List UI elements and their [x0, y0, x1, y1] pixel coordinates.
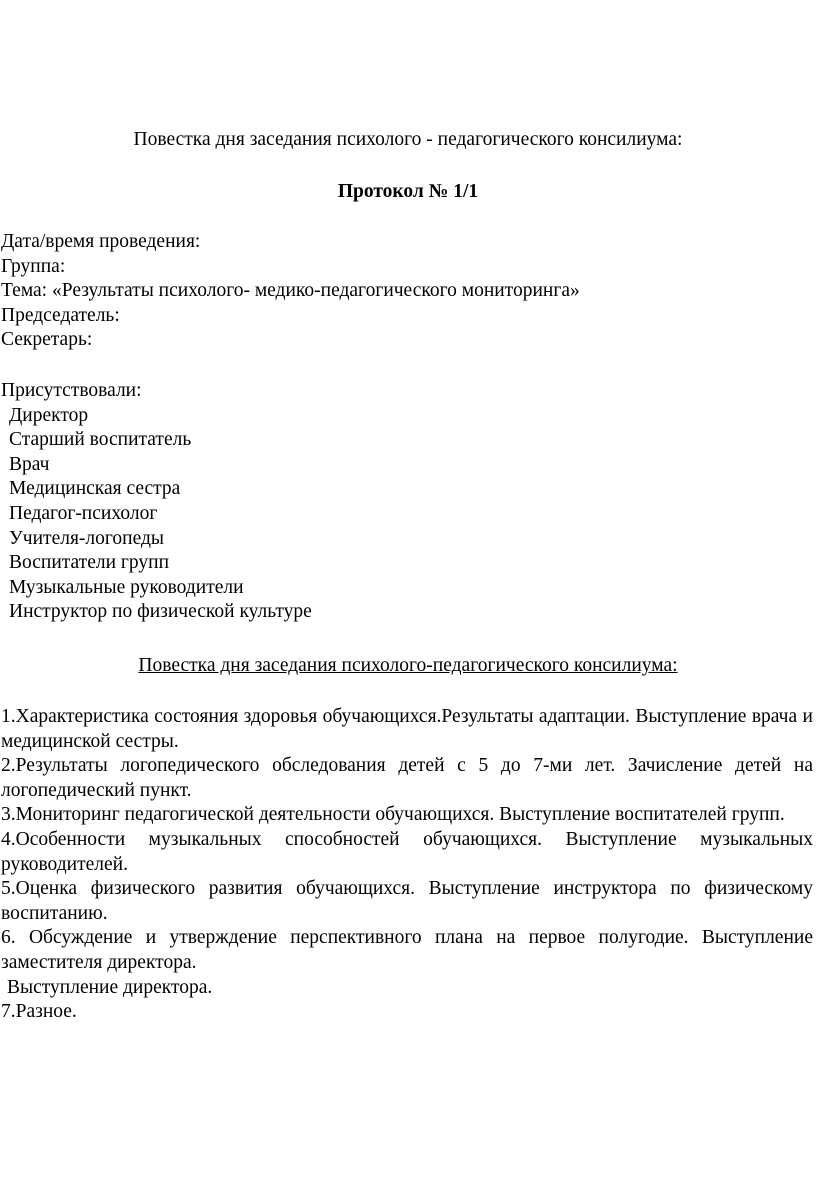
attendee-item: Педагог-психолог	[9, 502, 158, 524]
attendee-item: Медицинская сестра	[9, 478, 181, 500]
chair-field: Председатель:	[1, 304, 120, 326]
attendee-item: Директор	[9, 404, 89, 426]
agenda-item: 5.Оценка физического развития обучающихся. Выступление инструктора по физическому воспитанию.	[1, 878, 813, 924]
agenda-item: 7.Разное.	[1, 1001, 77, 1023]
agenda-item: 1.Характеристика состояния здоровья обучающихся.Результаты адаптации. Выступление врача и медицинской сестры.	[1, 706, 813, 752]
attendee-item: Инструктор по физической культуре	[9, 601, 312, 623]
agenda-heading: Повестка дня заседания психолого-педагогического консилиума:	[138, 655, 678, 676]
agenda-item: 4.Особенности музыкальных способностей обучающихся. Выступление музыкальных руководителей.	[1, 828, 813, 875]
agenda-item: 6. Обсуждение и утверждение перспективного плана на первое полугодие. Выступление заместителя директора.	[1, 927, 813, 973]
group-field: Группа:	[1, 255, 66, 277]
agenda-item: 3.Мониторинг педагогической деятельности обучающихся. Выступление воспитателей групп.	[1, 804, 785, 826]
secretary-field: Секретарь:	[1, 329, 93, 351]
meta-block	[1, 230, 580, 353]
agenda-item: 2.Результаты логопедического обследования детей с 5 до 7-ми лет. Зачисление детей на логопедический пункт.	[1, 755, 813, 801]
attendees-heading: Присутствовали:	[1, 380, 142, 401]
attendee-list	[1, 404, 312, 625]
attendee-item: Учителя-логопеды	[9, 527, 165, 549]
agenda-list	[1, 705, 813, 1025]
attendee-item: Воспитатели групп	[9, 552, 170, 574]
datetime-field: Дата/время проведения:	[1, 231, 201, 252]
topic-field: Тема: «Результаты психолого- медико-педагогического мониторинга»	[1, 280, 580, 302]
attendee-item: Музыкальные руководители	[9, 576, 244, 598]
protocol-title: Протокол № 1/1	[337, 181, 479, 202]
attendee-item: Старший воспитатель	[9, 429, 192, 451]
attendees-section	[1, 379, 312, 625]
intro-title: Повестка дня заседания психолого - педагогического консилиума:	[133, 129, 683, 150]
agenda-item: Выступление директора.	[7, 976, 213, 998]
attendee-item: Врач	[9, 453, 50, 475]
